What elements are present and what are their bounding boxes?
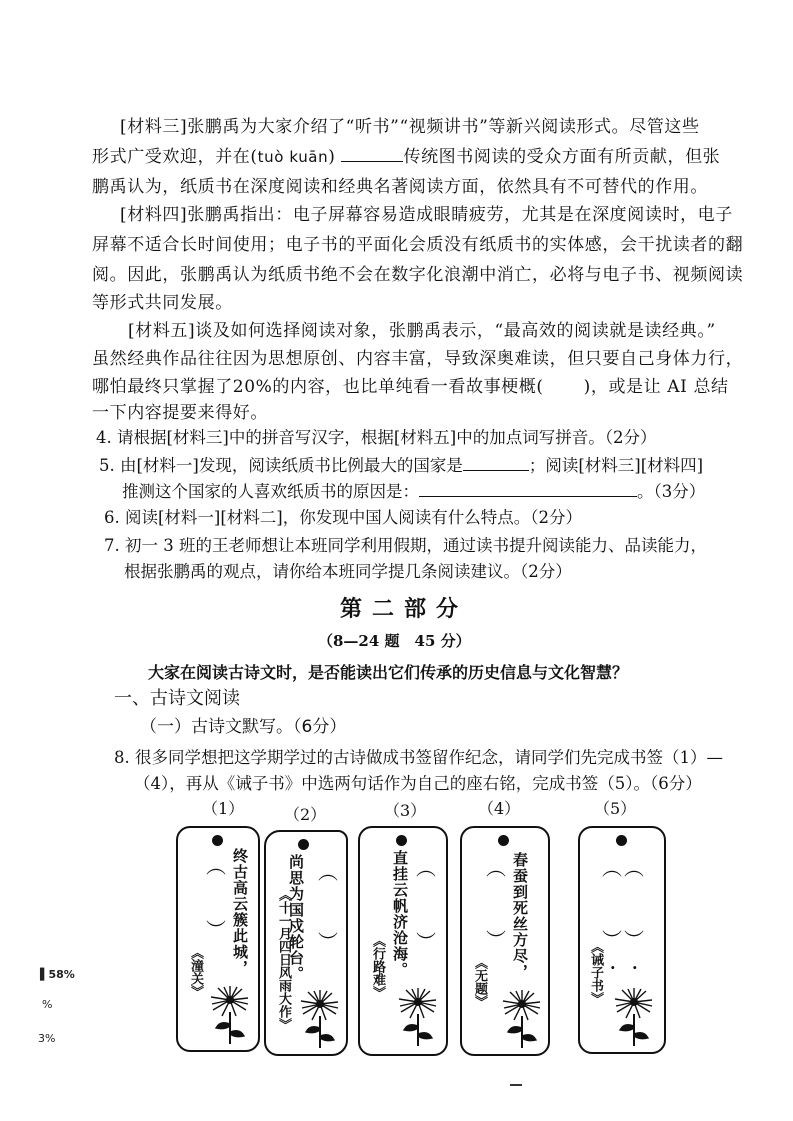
- close-paren-mark: ︶: [416, 930, 436, 954]
- material-4-line-3: 阅。因此，张鹏禹认为纸质书绝不会在数字化浪潮中消亡，必将与电子书、视频阅读: [92, 265, 744, 285]
- bookmark-1-number: （1）: [202, 799, 245, 818]
- bookmark-hole: [616, 835, 627, 846]
- question-7-line-1: 7. 初一 3 班的王老师想让本班同学利用假期，通过读书提升阅读能力、品读能力，: [104, 536, 707, 555]
- close-paren-mark: ︶: [206, 918, 226, 942]
- chrysanthemum-icon: [298, 988, 342, 1050]
- question-5b: ；阅读[材料三][材料四]: [528, 456, 704, 475]
- material-5-line-3: [92, 372, 729, 397]
- bookmark-5-number: （5）: [594, 799, 637, 818]
- pinyin-tuokuan: tuò kuān: [257, 148, 329, 166]
- material-3-line-2a: 形式广受欢迎，并在(: [92, 147, 258, 167]
- answer-blank-tuokuan[interactable]: [341, 161, 403, 162]
- material-4-line-4: 等形式共同发展。: [92, 293, 233, 313]
- material-4-line-1: [材料四]张鹏禹指出：电子屏幕容易造成眼睛疲劳，尤其是在深度阅读时，电子: [120, 205, 733, 225]
- bookmark-3-number: （3）: [384, 801, 427, 820]
- bookmark-2: [264, 830, 348, 1056]
- bookmark-3-verse: 直挂云帆济沧海。: [391, 850, 409, 978]
- material-5-line-1: [材料五]谈及如何选择阅读对象，张鹏禹表示，“最高效的阅读就是读经典。”: [128, 321, 716, 341]
- question-8-line-1: 8. 很多同学想把这学期学过的古诗做成书签留作纪念，请同学们先完成书签（1）—: [114, 748, 723, 767]
- bookmark-2-number: （2）: [284, 805, 327, 824]
- bookmark-1-verse: 终古高云簇此城，: [231, 848, 249, 976]
- close-paren-mark: ︶: [318, 930, 338, 954]
- margin-percent-mark: ▌58%: [40, 968, 75, 981]
- close-paren-mark: ︶: [624, 928, 644, 952]
- section-heading-classical-reading: 一、古诗文阅读: [114, 688, 240, 709]
- answer-blank-reason[interactable]: [419, 496, 637, 497]
- bookmark-4-verse: 春蚕到死丝方尽，: [511, 852, 529, 980]
- bookmark-hole: [396, 835, 407, 846]
- material-3-line-2b: ): [328, 147, 336, 167]
- bookmark-3: [358, 826, 448, 1056]
- material-3-line-2: [92, 142, 720, 167]
- punctuation-dot: .: [610, 954, 616, 973]
- material-4-line-2: 屏幕不适合长时间使用；电子书的平面化会质没有纸质书的实体感，会干扰读者的翻: [92, 235, 744, 255]
- part-two-range: （8—24 题 45 分）: [318, 632, 471, 650]
- bookmark-5-source: 《诫子书》: [588, 940, 603, 1005]
- question-6: 6. 阅读[材料一][材料二]，你发现中国人阅读有什么特点。（2分）: [104, 508, 582, 527]
- chrysanthemum-icon: [500, 988, 544, 1050]
- material-3-line-1: [材料三]张鹏禹为大家介绍了“听书”“视频讲书”等新兴阅读形式。尽管这些: [120, 117, 700, 137]
- bookmark-1: [176, 826, 260, 1052]
- subsection-heading-dictation: （一）古诗文默写。（6分）: [140, 717, 347, 737]
- margin-percent-mark: 3%: [38, 1032, 56, 1045]
- answer-blank-country[interactable]: [463, 470, 529, 471]
- open-paren-mark: ︵: [206, 854, 226, 878]
- question-5c: 推测这个国家的人喜欢纸质书的原因是：: [122, 482, 419, 501]
- punctuation-dot: .: [632, 954, 638, 973]
- open-paren-mark: ︵: [416, 856, 436, 880]
- question-5d: 。（3分）: [637, 482, 706, 501]
- chrysanthemum-icon: [396, 986, 440, 1048]
- question-7-line-2: 根据张鹏禹的观点，请你给本班同学提几条阅读建议。（2分）: [124, 562, 572, 581]
- bookmark-2-source: 《十一月四日风雨大作》: [276, 888, 291, 1031]
- question-5-line-2: [122, 478, 705, 502]
- material-5-line-4: 一下内容提要来得好。: [92, 403, 268, 423]
- chrysanthemum-icon: [208, 984, 252, 1046]
- open-paren-mark: ︵: [602, 856, 622, 880]
- bookmark-hole: [298, 839, 309, 850]
- part-two-title: 第二部分: [340, 596, 469, 622]
- bookmark-4-source: 《无题》: [472, 956, 487, 1008]
- material-3-line-2c: 传统图书阅读的受众方面有所贡献，但张: [403, 147, 721, 167]
- material-5-line-2: 虽然经典作品往往因为思想原创、内容丰富，导致深奥难读，但只要自己身体力行，: [92, 349, 744, 369]
- open-paren-mark: ︵: [318, 860, 338, 884]
- bookmark-hole: [498, 835, 509, 846]
- bookmark-4: [460, 826, 550, 1056]
- close-paren-mark: ︶: [486, 928, 506, 952]
- bookmark-3-source: 《行路难》: [370, 934, 385, 999]
- bookmark-hole: [212, 835, 223, 846]
- question-8-line-2: （4），再从《诫子书》中选两句话作为自己的座右铭，完成书签（5）。（6分）: [134, 774, 702, 793]
- material-5-line-3a: 哪怕最终只掌握了20%的内容，也比单纯看一看故事梗概(: [92, 377, 544, 397]
- bookmark-1-source: 《潼关》: [188, 946, 203, 998]
- question-4: 4. 请根据[材料三]中的拼音写汉字，根据[材料五]中的加点词写拼音。（2分）: [96, 428, 657, 447]
- margin-percent-mark: %: [42, 998, 53, 1011]
- open-paren-mark: ︵: [486, 856, 506, 880]
- bookmark-4-number: （4）: [478, 799, 521, 818]
- material-5-line-3b: )，或是让 AI 总结: [583, 377, 729, 397]
- margin-mark-1: 58%: [48, 968, 75, 981]
- part-two-intro: 大家在阅读古诗文时，是否能读出它们传承的历史信息与文化智慧？: [148, 663, 629, 682]
- question-5a: 5. 由[材料一]发现，阅读纸质书比例最大的国家是: [99, 456, 463, 475]
- chrysanthemum-icon: [612, 986, 656, 1048]
- question-5-line-1: [99, 452, 703, 476]
- scan-artifact-line: [510, 1084, 522, 1086]
- material-3-line-3: 鹏禹认为，纸质书在深度阅读和经典名著阅读方面，依然具有不可替代的作用。: [92, 177, 708, 197]
- bookmark-5: [578, 826, 666, 1054]
- open-paren-mark: ︵: [624, 856, 644, 880]
- bookmark-2-verse: 尚思为国戍轮台。: [287, 854, 305, 982]
- close-paren-mark: ︶: [602, 928, 622, 952]
